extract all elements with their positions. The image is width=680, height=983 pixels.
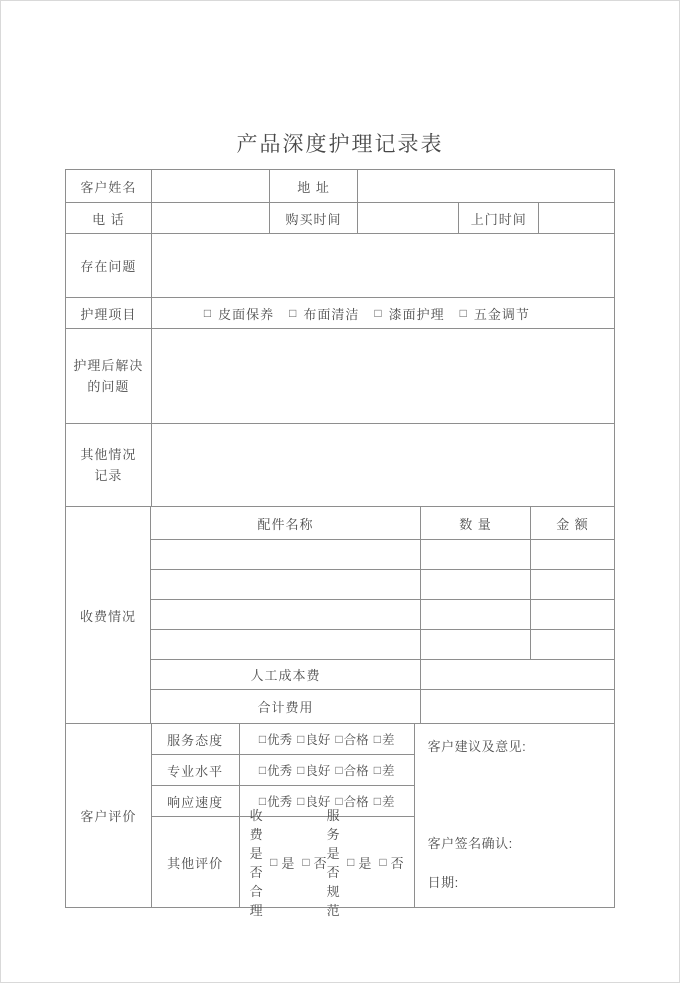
charge-item-qty-cell[interactable] [421, 540, 531, 570]
charge-item-amount-cell[interactable] [531, 570, 615, 600]
yes-label: 是 [281, 855, 295, 871]
row-solved [66, 329, 615, 424]
checkbox-icon[interactable]: □ [297, 763, 305, 777]
total-cost-label: 合计费用 [151, 690, 421, 724]
labor-cost-label: 人工成本费 [151, 660, 421, 690]
purchase-time-label: 购买时间 [270, 203, 359, 234]
charge-item-qty-cell[interactable] [421, 600, 531, 630]
labor-cost-input[interactable] [421, 660, 615, 690]
care-items-options [152, 298, 615, 329]
section-charges [66, 507, 615, 724]
care-option-fabric[interactable] [289, 304, 359, 323]
rating-option-poor[interactable]: □ 差 [373, 732, 395, 747]
problems-input[interactable] [152, 234, 615, 298]
customer-name-label: 客户姓名 [66, 170, 152, 203]
row-problems [66, 234, 615, 298]
charges-header-row [151, 507, 615, 540]
total-cost-input[interactable] [421, 690, 615, 724]
solved-input[interactable] [152, 329, 615, 424]
charge-item-qty-cell[interactable] [421, 630, 531, 660]
solved-label: 护理后解决 的问题 [66, 329, 152, 424]
evaluation-grid [152, 724, 415, 918]
phone-input[interactable] [152, 203, 270, 234]
checkbox-icon[interactable]: □ [258, 732, 267, 746]
charge-item-qty-cell[interactable] [421, 570, 531, 600]
page-title: 产品深度护理记录表 [236, 133, 444, 156]
charges-item-row [151, 570, 615, 600]
evaluation-label: 客户评价 [66, 724, 152, 908]
rating-response-label: 响应速度 [152, 786, 240, 817]
address-label: 地 址 [270, 170, 359, 203]
checkbox-icon[interactable]: □ [347, 855, 355, 869]
charge-item-amount-cell[interactable] [531, 630, 615, 660]
remarks-cell[interactable] [415, 724, 615, 908]
visit-time-input[interactable] [539, 203, 615, 234]
checkbox-icon[interactable]: □ [373, 763, 381, 777]
total-cost-row [151, 690, 615, 724]
fee-reasonable-label: 收费是否合理 [249, 808, 263, 918]
service-standard-label: 服务是否规范 [326, 808, 340, 918]
charges-grid [151, 507, 615, 724]
care-option-leather[interactable] [204, 304, 274, 323]
checkbox-icon[interactable]: □ [373, 794, 381, 808]
checkbox-icon[interactable]: □ [335, 794, 343, 808]
checkbox-icon[interactable]: □ [203, 306, 213, 320]
checkbox-icon[interactable]: □ [258, 763, 267, 777]
care-option-label: 布面清洁 [303, 306, 360, 322]
charge-item-name-cell[interactable] [151, 540, 421, 570]
purchase-time-input[interactable] [358, 203, 459, 234]
service-standard-item [326, 808, 404, 918]
rating-option-pass[interactable]: □ 合格 [335, 763, 369, 778]
checkbox-icon[interactable]: □ [459, 306, 468, 320]
other-eval-row [152, 808, 415, 918]
rating-option-poor[interactable]: □ 差 [373, 794, 395, 809]
charges-header-amount: 金 额 [531, 507, 615, 540]
charge-item-name-cell[interactable] [151, 570, 421, 600]
no-label: 否 [390, 855, 404, 871]
rating-option-good[interactable]: □ 良好 [297, 732, 331, 747]
charges-item-row [151, 630, 615, 660]
care-option-label: 漆面护理 [388, 306, 445, 322]
rating-attitude-label: 服务态度 [152, 724, 240, 755]
rating-option-pass[interactable]: □ 合格 [335, 794, 369, 809]
rating-row-response [152, 786, 415, 817]
checkbox-icon[interactable]: □ [373, 732, 381, 746]
row-other-notes [66, 424, 615, 507]
rating-option-excellent[interactable]: □ 优秀 [258, 794, 293, 809]
rating-option-good[interactable]: □ 良好 [297, 763, 331, 778]
rating-row-skill [152, 755, 415, 786]
other-notes-input[interactable] [152, 424, 615, 507]
no-label: 否 [313, 855, 327, 871]
signature-label: 客户签名确认: [427, 836, 513, 851]
rating-row-attitude [152, 724, 415, 755]
checkbox-icon[interactable]: □ [297, 732, 305, 746]
checkbox-icon[interactable]: □ [379, 855, 387, 869]
labor-cost-row [151, 660, 615, 690]
charge-item-amount-cell[interactable] [531, 600, 615, 630]
checkbox-icon[interactable]: □ [270, 855, 278, 869]
checkbox-icon[interactable]: □ [258, 794, 267, 808]
care-option-hardware[interactable] [460, 304, 530, 323]
checkbox-icon[interactable]: □ [335, 732, 343, 746]
charge-item-amount-cell[interactable] [531, 540, 615, 570]
other-eval-items [240, 808, 415, 918]
charges-label: 收费情况 [66, 507, 151, 724]
rating-option-pass[interactable]: □ 合格 [335, 732, 369, 747]
checkbox-icon[interactable]: □ [289, 306, 298, 320]
checkbox-icon[interactable]: □ [335, 763, 343, 777]
address-input[interactable] [358, 170, 615, 203]
suggestion-label: 客户建议及意见: [427, 739, 527, 754]
yes-label: 是 [358, 855, 372, 871]
checkbox-icon[interactable]: □ [374, 306, 383, 320]
charge-item-name-cell[interactable] [151, 600, 421, 630]
checkbox-icon[interactable]: □ [302, 855, 310, 869]
phone-label: 电 话 [66, 203, 152, 234]
charges-item-row [151, 540, 615, 570]
row-care-items [66, 298, 615, 329]
visit-time-label: 上门时间 [459, 203, 539, 234]
care-option-label: 皮面保养 [218, 306, 275, 322]
rating-skill-options [240, 755, 415, 786]
charges-header-quantity: 数 量 [421, 507, 531, 540]
rating-skill-label: 专业水平 [152, 755, 240, 786]
rating-option-good[interactable]: □ 良好 [297, 794, 331, 809]
charges-header-part-name: 配件名称 [151, 507, 421, 540]
customer-name-input[interactable] [152, 170, 270, 203]
charge-item-name-cell[interactable] [151, 630, 421, 660]
fee-reasonable-item [249, 808, 327, 918]
other-eval-label: 其他评价 [152, 817, 240, 908]
care-option-paint[interactable] [374, 304, 444, 323]
rating-option-excellent[interactable]: □ 优秀 [258, 763, 293, 778]
row-phone-times [66, 203, 615, 234]
checkbox-icon[interactable]: □ [297, 794, 305, 808]
problems-label: 存在问题 [66, 234, 152, 298]
rating-option-poor[interactable]: □ 差 [373, 763, 395, 778]
rating-attitude-options [240, 724, 415, 755]
section-evaluation [66, 724, 615, 918]
care-record-form [65, 169, 615, 918]
rating-option-excellent[interactable]: □ 优秀 [258, 732, 293, 747]
other-notes-label: 其他情况 记录 [66, 424, 152, 507]
care-items-label: 护理项目 [66, 298, 152, 329]
charges-item-row [151, 600, 615, 630]
care-option-label: 五金调节 [473, 306, 530, 322]
row-customer [66, 170, 615, 203]
date-label: 日期: [427, 875, 459, 890]
